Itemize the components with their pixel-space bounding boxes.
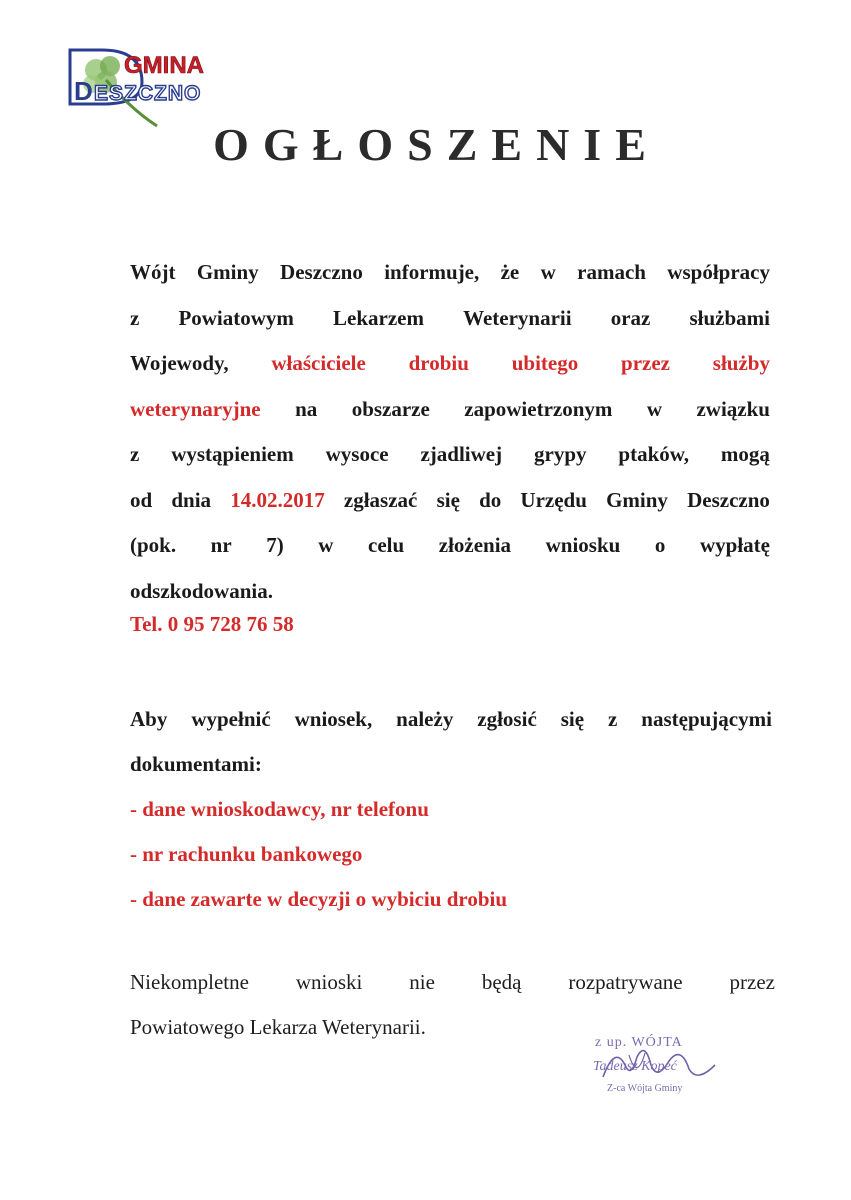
text-word: się <box>560 707 585 731</box>
paragraph-word: do <box>479 487 502 512</box>
paragraph-word: się <box>436 487 460 512</box>
text-word: wnioski <box>295 970 363 994</box>
paragraph-word: związku <box>696 396 770 421</box>
note-line <box>130 960 775 1005</box>
paragraph-word: Wójt <box>130 260 176 284</box>
paragraph-word: wystąpieniem <box>171 442 294 466</box>
paragraph-word: Deszczno <box>687 487 770 512</box>
paragraph-word: ramach <box>577 260 646 284</box>
paragraph-line <box>130 341 770 387</box>
highlighted-word: właściciele <box>271 351 366 375</box>
paragraph-word: oraz <box>610 305 651 330</box>
highlighted-word: weterynaryjne <box>130 396 261 421</box>
documents-intro-line <box>130 697 772 742</box>
paragraph-word: dnia <box>171 487 212 512</box>
text-word: następującymi <box>641 707 772 731</box>
document-item: - dane wnioskodawcy, nr telefonu <box>130 797 429 821</box>
paragraph-line <box>130 478 770 524</box>
stamp-line-authorization: z up. WÓJTA <box>595 1035 683 1050</box>
paragraph-word: wypłatę <box>699 533 770 557</box>
paragraph-word: 7) <box>266 533 284 557</box>
paragraph-word: (pok. <box>130 533 177 557</box>
paragraph-word: celu <box>368 533 405 557</box>
highlighted-word: służby <box>712 351 770 375</box>
paragraph-word: Wojewody, <box>130 351 229 375</box>
paragraph-word: Gminy <box>606 487 668 512</box>
required-documents <box>130 697 772 922</box>
paragraph-line <box>130 296 770 342</box>
page-title: OGŁOSZENIE <box>213 119 660 170</box>
signature-stamp <box>585 1035 735 1105</box>
paragraph-word: w <box>540 260 556 284</box>
logo-gmina-text: GMINA <box>124 52 204 79</box>
paragraph-word: z <box>130 305 140 330</box>
paragraph-word: w <box>318 533 334 557</box>
paragraph-word: z <box>130 442 140 466</box>
phone-number: Tel. 0 95 728 76 58 <box>130 612 294 636</box>
document-item: - nr rachunku bankowego <box>130 842 363 866</box>
paragraph-line <box>130 250 770 296</box>
text-word: z <box>608 707 618 731</box>
highlighted-word: przez <box>621 351 670 375</box>
text-word: należy <box>396 707 454 731</box>
paragraph-word: Gminy <box>196 260 259 284</box>
documents-intro-line2: dokumentami: <box>130 752 262 776</box>
paragraph-word: służbami <box>689 305 770 330</box>
clover-logo-icon <box>62 40 262 130</box>
paragraph-word: o <box>654 533 666 557</box>
text-word: wypełnić <box>191 707 271 731</box>
paragraph-word: na <box>295 396 318 421</box>
text-word: przez <box>729 970 775 994</box>
paragraph-word: Lekarzem <box>333 305 424 330</box>
announcement-paragraph <box>130 250 770 614</box>
text-word: będą <box>481 970 522 994</box>
paragraph-word: zgłaszać <box>343 487 418 512</box>
paragraph-word: ptaków, <box>618 442 690 466</box>
highlighted-word: 14.02.2017 <box>230 487 325 512</box>
paragraph-word: zapowietrzonym <box>464 396 613 421</box>
paragraph-word: nr <box>210 533 232 557</box>
paragraph-word: złożenia <box>438 533 512 557</box>
paragraph-word: Urzędu <box>520 487 587 512</box>
paragraph-word: grypy <box>534 442 587 466</box>
paragraph-word: informuje, <box>384 260 480 284</box>
paragraph-word: obszarze <box>351 396 430 421</box>
logo-initial-text: D <box>74 76 93 106</box>
paragraph-word: od <box>130 487 153 512</box>
text-word: zgłosić <box>477 707 537 731</box>
text-word: Niekompletne <box>130 970 249 994</box>
stamp-line-name: Tadeusz Kopeć <box>593 1059 677 1074</box>
paragraph-word: wniosku <box>545 533 621 557</box>
text-word: wniosek, <box>294 707 373 731</box>
paragraph-word: mogą <box>720 442 770 466</box>
paragraph-word: Deszczno <box>280 260 363 284</box>
paragraph-word: w <box>646 396 663 421</box>
paragraph-line <box>130 387 770 433</box>
paragraph-word: że <box>500 260 520 284</box>
paragraph-line <box>130 432 770 478</box>
highlighted-word: drobiu <box>408 351 469 375</box>
paragraph-word: Powiatowym <box>178 305 294 330</box>
gmina-logo <box>62 40 262 130</box>
text-word: rozpatrywane <box>568 970 683 994</box>
highlighted-word: ubitego <box>511 351 579 375</box>
text-word: Aby <box>130 707 168 731</box>
text-word: nie <box>409 970 435 994</box>
document-item: - dane zawarte w decyzji o wybiciu drobiu <box>130 887 508 911</box>
stamp-line-position: Z-ca Wójta Gminy <box>607 1083 683 1094</box>
paragraph-word: współpracy <box>667 260 770 284</box>
logo-eszczno-text: ESZCZNO <box>94 82 202 105</box>
paragraph-line <box>130 569 770 615</box>
note-line: Powiatowego Lekarza Weterynarii. <box>130 1015 426 1039</box>
paragraph-word: odszkodowania. <box>130 578 273 603</box>
paragraph-word: zjadliwej <box>420 442 503 466</box>
paragraph-word: Weterynarii <box>463 305 572 330</box>
paragraph-line <box>130 523 770 569</box>
paragraph-word: wysoce <box>325 442 389 466</box>
